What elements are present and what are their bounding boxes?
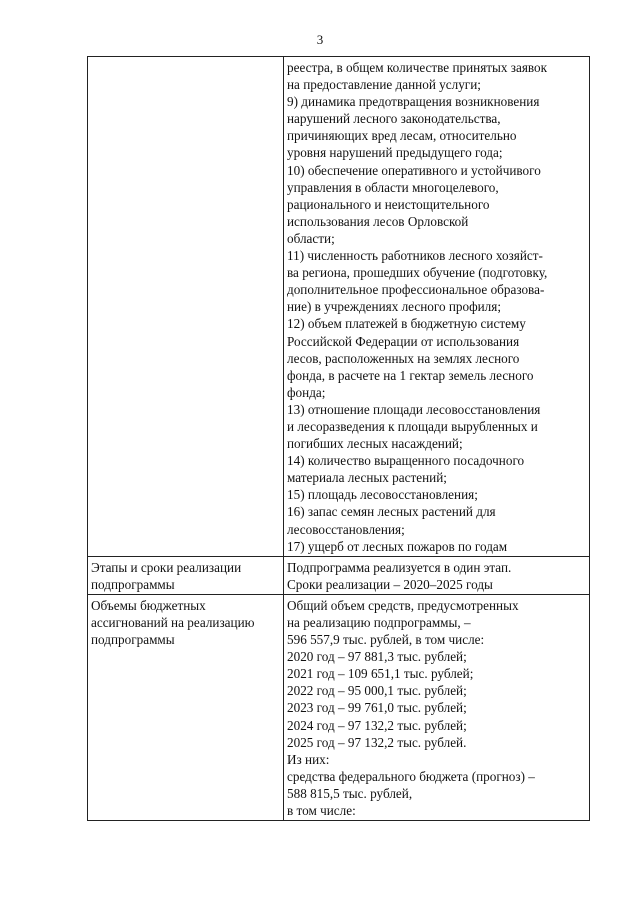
text-line: 14) количество выращенного посадочного [287,453,525,469]
text-line: 16) запас семян лесных растений для [287,504,496,520]
text-line: области; [287,230,335,246]
label-line: подпрограммы [91,632,175,648]
text-line: 2020 год – 97 881,3 тыс. рублей; [287,649,467,665]
text-line: 17) ущерб от лесных пожаров по годам [287,538,508,554]
cell-empty-label [88,57,284,557]
text-line: 2023 год – 99 761,0 тыс. рублей; [287,700,467,716]
cell-stages-label [88,556,284,594]
text-line: Из них: [287,751,330,767]
text-line: управления в области многоцелевого, [287,179,499,195]
text-line: на предоставление данной услуги; [287,77,481,93]
text-line: материала лесных растений; [287,470,447,486]
text-line: дополнительное профессиональное образова- [287,282,545,298]
text-line: 9) динамика предотвращения возникновения [287,94,540,110]
text-line: фонда, в расчете на 1 гектар земель лесного [287,367,534,383]
text-line: 2024 год – 97 132,2 тыс. рублей; [287,717,467,733]
cell-indicators-list [284,57,590,557]
table-row-stages [88,556,590,594]
text-line: 2025 год – 97 132,2 тыс. рублей. [287,734,467,750]
text-line: 596 557,9 тыс. рублей, в том числе: [287,632,485,648]
text-line: использования лесов Орловской [287,213,469,229]
text-line: 588 815,5 тыс. рублей, [287,785,413,801]
text-line: ва региона, прошедших обучение (подготовку, [287,265,548,281]
label-line: Этапы и сроки реализации [91,559,242,575]
text-line: средства федерального бюджета (прогноз) – [287,768,535,784]
text-line: рационального и неистощительного [287,196,490,212]
page-number: 3 [316,32,324,47]
label-line: ассигнований на реализацию [91,615,255,630]
text-line: на реализацию подпрограммы, – [287,615,471,630]
text-line: 11) численность работников лесного хозяйст- [287,248,543,264]
text-line: 2021 год – 109 651,1 тыс. рублей; [287,666,474,682]
text-line: Общий объем средств, предусмотренных [287,597,519,613]
text-line: фонда; [287,384,326,400]
text-line: 12) объем платежей в бюджетную систему [287,316,526,332]
text-line: погибших лесных насаждений; [287,436,463,452]
text-line: лесовосстановления; [287,521,405,537]
text-line: Российской Федерации от использования [287,333,520,349]
table-row-indicators [88,57,590,557]
text-line: 2022 год – 95 000,1 тыс. рублей; [287,683,467,699]
cell-budget-label [88,594,284,820]
label-line: Объемы бюджетных [91,597,206,613]
text-line: Подпрограмма реализуется в один этап. [287,559,512,575]
text-line: в том числе: [287,803,356,819]
text-line: ние) в учреждениях лесного профиля; [287,299,501,315]
program-passport-table [87,56,590,821]
text-line: Сроки реализации – 2020–2025 годы [287,576,493,592]
text-line: 15) площадь лесовосстановления; [287,487,478,503]
text-line: 13) отношение площади лесовосстановления [287,401,541,417]
cell-stages-value [284,556,590,594]
text-line: 10) обеспечение оперативного и устойчивого [287,162,541,178]
text-line: реестра, в общем количестве принятых заявок [287,60,548,75]
text-line: нарушений лесного законодательства, [287,111,501,127]
cell-budget-value [284,594,590,820]
text-line: и лесоразведения к площади вырубленных и [287,418,538,434]
text-line: лесов, расположенных на землях лесного [287,350,520,366]
label-line: подпрограммы [91,576,175,592]
text-line: уровня нарушений предыдущего года; [287,145,503,161]
text-line: причиняющих вред лесам, относительно [287,128,517,144]
table-row-budget [88,594,590,820]
